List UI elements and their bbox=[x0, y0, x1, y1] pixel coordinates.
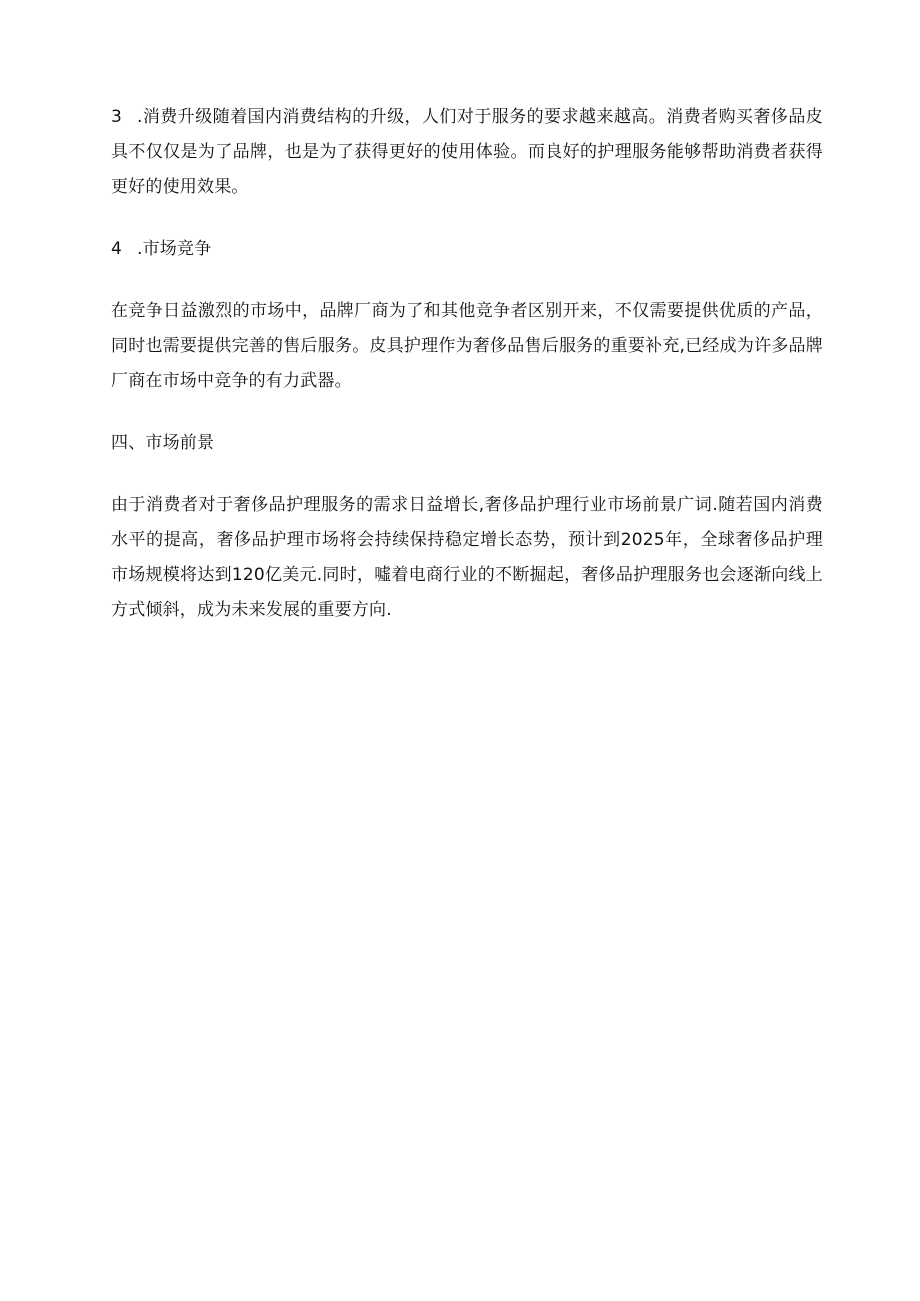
item-number-4: 4 bbox=[111, 239, 123, 259]
paragraph-consumption-upgrade bbox=[111, 100, 823, 205]
paragraph-market-competition: 在竞争日益激烈的市场中，品牌厂商为了和其他竞争者区别开来，不仅需要提供优质的产品，同时也需要提供完善的售后服务。皮具护理作为奢侈品售后服务的重要补充,已经成为许多品牌厂商在市场中竞争的有力武器。 bbox=[111, 301, 823, 391]
document-page bbox=[111, 100, 823, 628]
item-3-text: .消费升级随着国内消费结构的升级，人们对于服务的要求越来越高。消费者购买奢侈品皮具不仅仅是为了品牌，也是为了获得更好的使用体验。而良好的护理服务能够帮助消费者获得更好的使用效果。 bbox=[111, 107, 823, 197]
paragraph-market-outlook: 由于消费者对于奢侈品护理服务的需求日益增长,奢侈品护理行业市场前景广词.随若国内消费水平的提高，奢侈品护理市场将会持续保持稳定增长态势，预计到2025年，全球奢侈品护理市场规模将达到120亿美元.同时，噓着电商行业的不断掘起，奢侈品护理服务也会逐渐向线上方式倾斜，成为未来发展的重要方向. bbox=[111, 495, 823, 620]
item-4-title: .市场竞争 bbox=[137, 239, 212, 259]
item-number-3: 3 bbox=[111, 107, 123, 127]
heading-market-outlook: 四、市场前景 bbox=[111, 433, 215, 453]
heading-market-competition bbox=[111, 232, 823, 267]
